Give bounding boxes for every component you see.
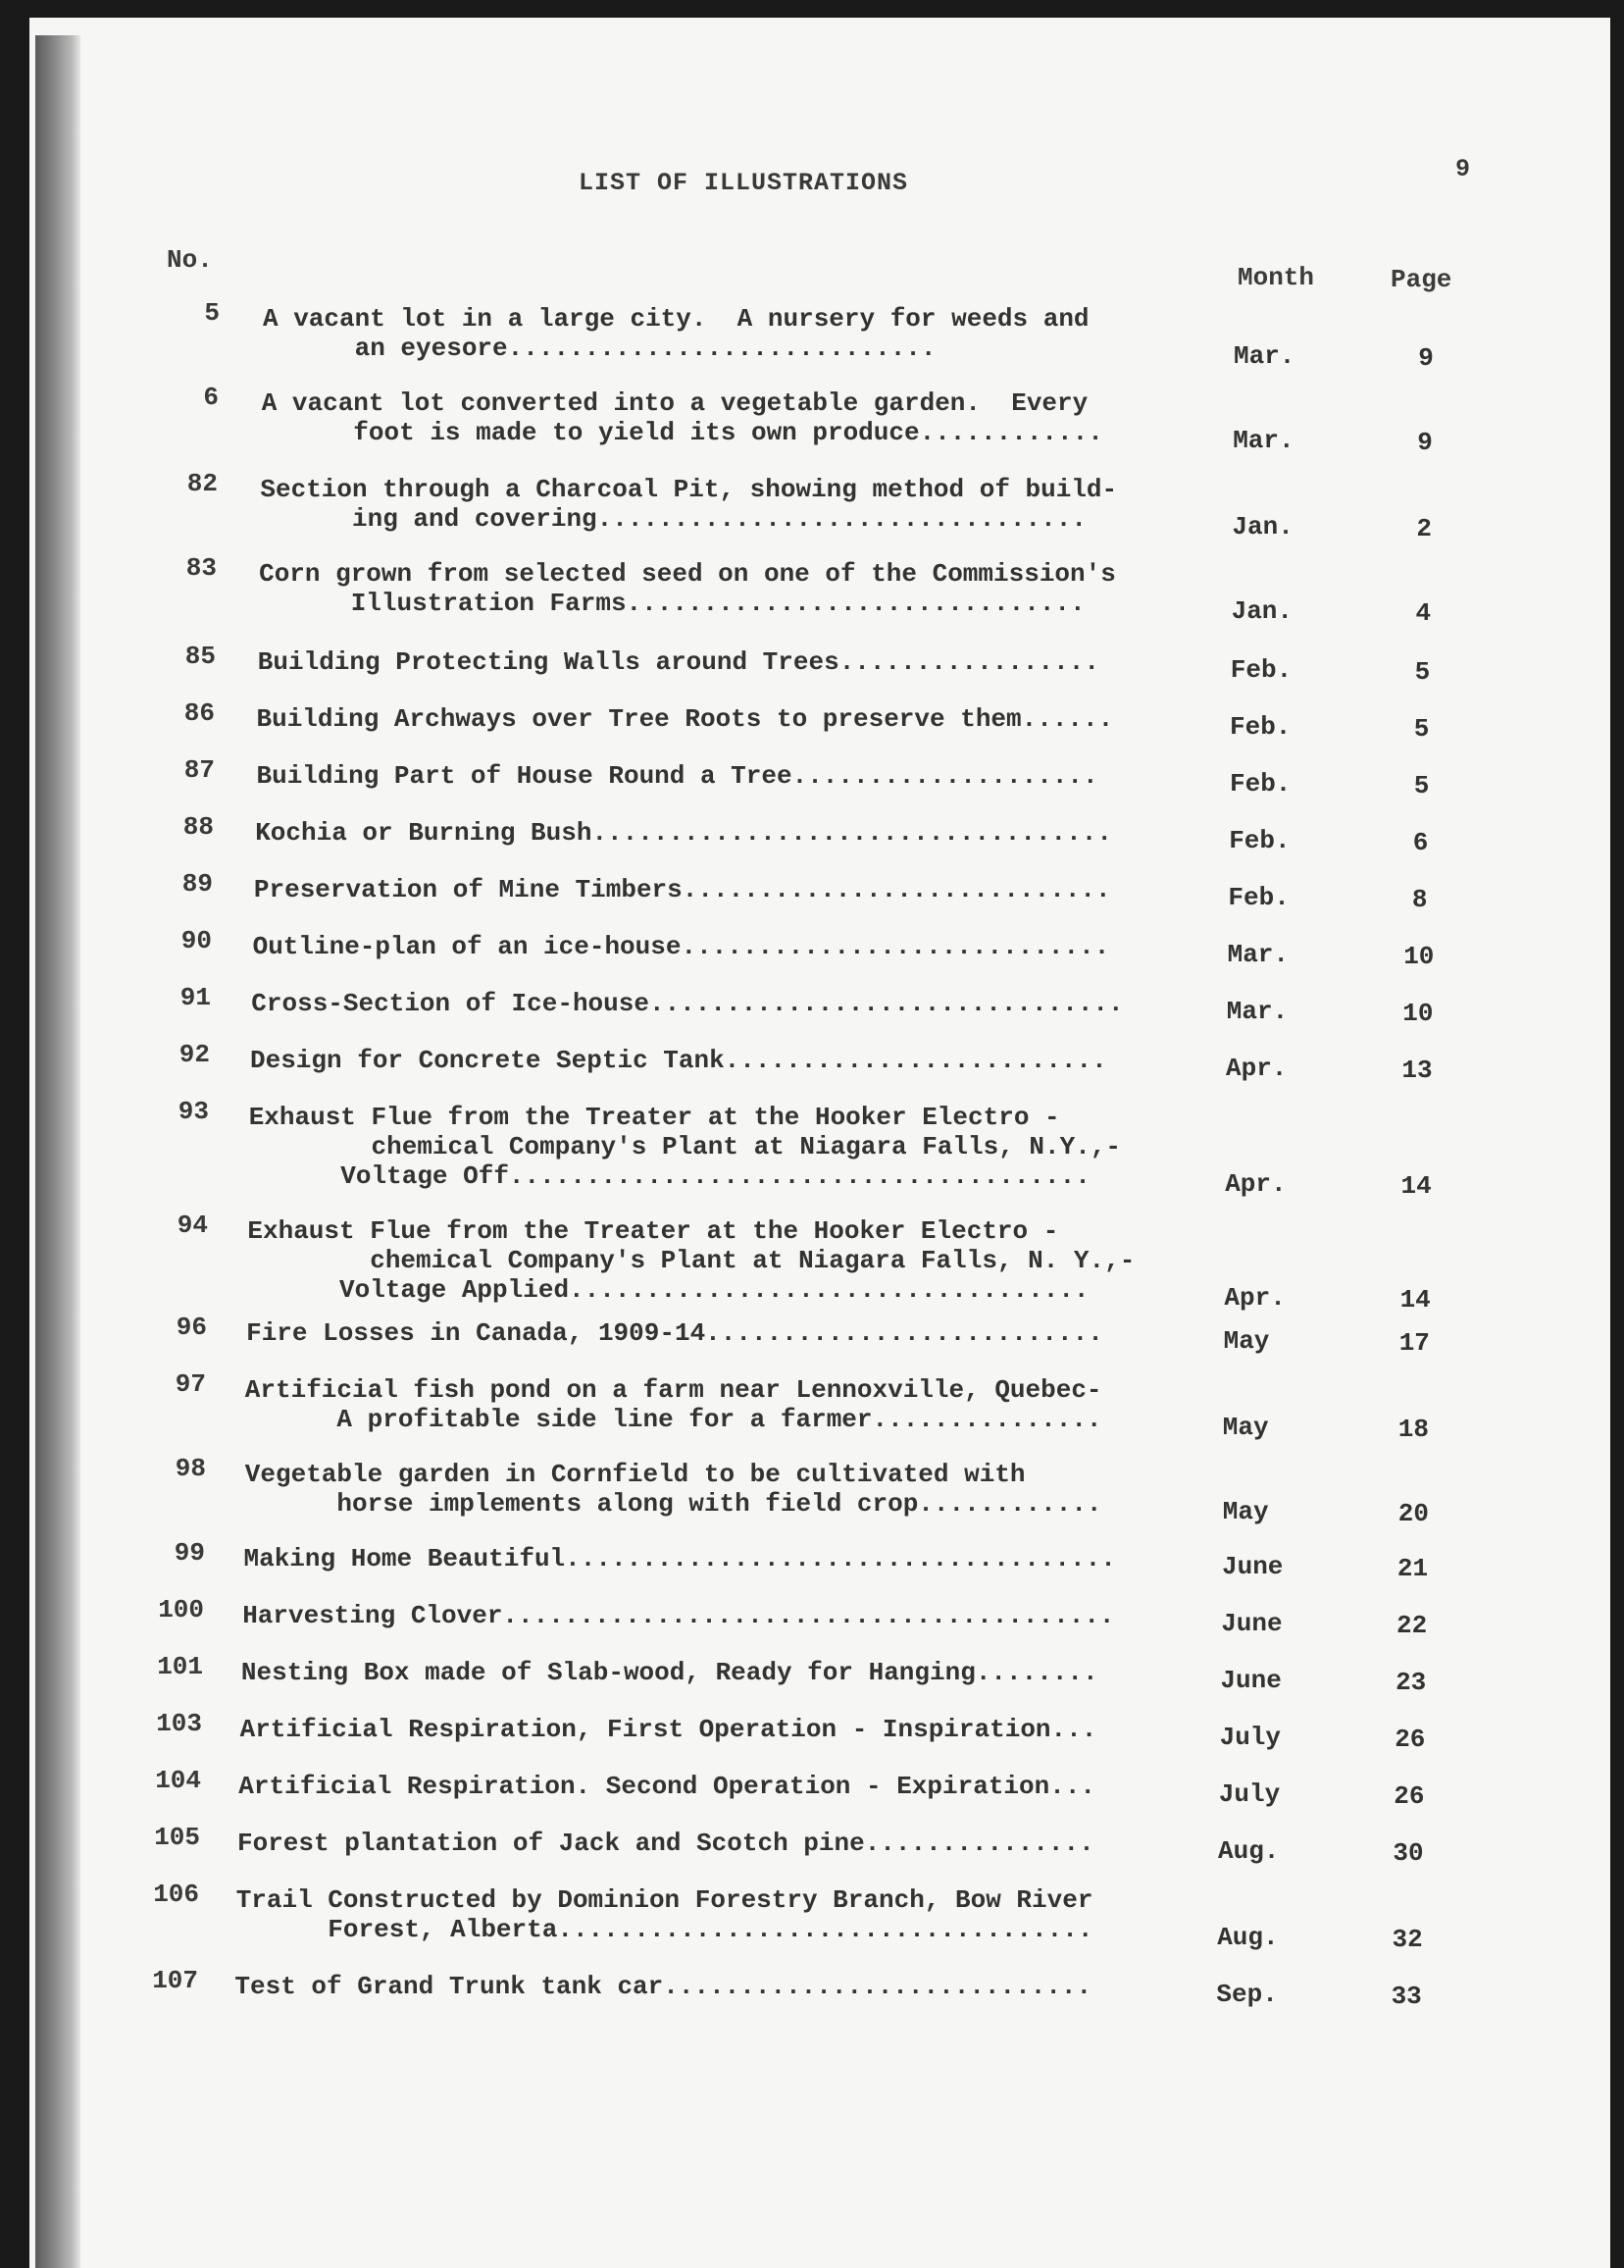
illustration-month: Mar. xyxy=(1226,997,1289,1026)
page-number: 9 xyxy=(1455,155,1471,183)
illustration-number: 92 xyxy=(178,1040,210,1069)
illustration-description xyxy=(241,1658,1183,1687)
description-line: horse implements along with field crop............ xyxy=(244,1489,1102,1519)
illustration-description xyxy=(260,475,1201,534)
description-line: Exhaust Flue from the Treater at the Hooker Electro - xyxy=(248,1103,1060,1132)
illustration-page: 26 xyxy=(1395,1725,1426,1754)
illustration-number: 97 xyxy=(175,1369,206,1399)
illustration-page: 26 xyxy=(1394,1781,1425,1811)
illustration-month: May xyxy=(1223,1326,1270,1356)
illustration-description xyxy=(245,1460,1187,1519)
illustration-month: Apr. xyxy=(1224,1283,1286,1313)
description-line: Building Archways over Tree Roots to preserve them...... xyxy=(256,704,1114,734)
illustration-number: 105 xyxy=(154,1823,200,1852)
illustration-month: Mar. xyxy=(1233,426,1294,455)
description-line: Corn grown from selected seed on one of the Commission's xyxy=(259,559,1116,589)
illustration-month: July xyxy=(1218,1779,1281,1809)
illustration-month: May xyxy=(1222,1497,1269,1526)
illustration-number: 101 xyxy=(157,1652,203,1681)
illustration-description xyxy=(246,1318,1188,1348)
illustration-description xyxy=(234,1972,1176,2001)
illustration-description xyxy=(257,761,1198,791)
illustration-page: 9 xyxy=(1417,428,1433,457)
illustration-month: Aug. xyxy=(1218,1836,1280,1866)
illustration-number: 83 xyxy=(185,553,217,583)
illustration-description xyxy=(257,704,1198,734)
illustration-description xyxy=(244,1544,1186,1573)
description-line: Forest, Alberta................................... xyxy=(235,1915,1093,1944)
illustration-number: 99 xyxy=(174,1538,205,1568)
description-line: chemical Company's Plant at Niagara Falls, N.Y.,- xyxy=(248,1132,1122,1161)
illustration-month: Mar. xyxy=(1227,940,1290,969)
illustration-description xyxy=(262,388,1203,447)
description-line: A profitable side line for a farmer............... xyxy=(244,1405,1102,1434)
description-line: Outline-plan of an ice-house............................ xyxy=(252,932,1110,961)
illustration-page: 20 xyxy=(1397,1499,1429,1528)
illustration-page: 8 xyxy=(1411,885,1428,914)
illustration-number: 86 xyxy=(183,698,215,728)
illustration-page: 17 xyxy=(1398,1328,1430,1358)
illustration-number: 87 xyxy=(183,755,215,785)
description-line: Vegetable garden in Cornfield to be cultivated with xyxy=(244,1460,1026,1489)
description-line: an eyesore............................ xyxy=(263,334,937,363)
illustration-month: May xyxy=(1222,1413,1269,1442)
illustration-page: 9 xyxy=(1418,343,1434,373)
illustration-month: June xyxy=(1220,1666,1282,1695)
illustration-month: July xyxy=(1219,1723,1282,1752)
illustration-page: 10 xyxy=(1402,999,1434,1028)
illustration-description xyxy=(254,875,1195,904)
illustration-month: Jan. xyxy=(1232,512,1294,541)
illustration-number: 6 xyxy=(203,383,219,412)
column-header-month: Month xyxy=(1238,263,1315,292)
illustration-description xyxy=(247,1216,1189,1305)
illustration-month: Aug. xyxy=(1217,1923,1279,1952)
description-line: Artificial Respiration, First Operation - Inspiration... xyxy=(239,1715,1097,1744)
illustration-description xyxy=(250,1046,1192,1075)
illustration-number: 104 xyxy=(155,1766,201,1795)
illustration-page: 2 xyxy=(1416,514,1432,543)
illustration-description xyxy=(238,1772,1180,1801)
illustration-number: 96 xyxy=(176,1313,207,1342)
description-line: Building Part of House Round a Tree.................... xyxy=(256,761,1098,791)
illustration-description xyxy=(258,647,1199,677)
description-line: ing and covering................................ xyxy=(260,504,1087,534)
illustration-number: 107 xyxy=(152,1966,198,1995)
illustration-description xyxy=(236,1885,1178,1944)
description-line: Kochia or Burning Bush.................................. xyxy=(255,818,1112,848)
description-line: Preservation of Mine Timbers............................ xyxy=(253,875,1111,904)
description-line: Illustration Farms.............................. xyxy=(259,589,1086,618)
illustration-page: 33 xyxy=(1391,1982,1422,2011)
illustration-month: Feb. xyxy=(1230,769,1292,799)
description-line: Forest plantation of Jack and Scotch pine............... xyxy=(237,1829,1094,1858)
description-line: Artificial fish pond on a farm near Lennoxville, Quebec- xyxy=(244,1375,1102,1405)
illustration-number: 85 xyxy=(184,642,216,671)
illustration-number: 94 xyxy=(177,1211,208,1240)
illustration-page: 21 xyxy=(1396,1554,1429,1583)
illustration-month: Jan. xyxy=(1231,596,1294,626)
description-line: A vacant lot converted into a vegetable garden. Every xyxy=(261,388,1089,418)
description-line: Building Protecting Walls around Trees................. xyxy=(257,647,1099,677)
illustration-number: 89 xyxy=(181,869,213,899)
illustration-description xyxy=(263,304,1204,363)
illustration-page: 5 xyxy=(1413,771,1430,800)
illustration-number: 88 xyxy=(182,812,214,842)
illustration-page: 10 xyxy=(1403,942,1435,971)
illustration-number: 91 xyxy=(179,983,211,1012)
illustration-month: June xyxy=(1222,1552,1284,1581)
description-line: Trail Constructed by Dominion Forestry Branch, Bow River xyxy=(235,1885,1093,1915)
illustration-month: Feb. xyxy=(1230,655,1293,685)
description-line: Harvesting Clover........................................ xyxy=(242,1601,1115,1630)
illustration-page: 32 xyxy=(1392,1925,1423,1954)
description-line: Section through a Charcoal Pit, showing method of build- xyxy=(260,475,1118,504)
illustration-number: 93 xyxy=(178,1097,209,1126)
description-line: A vacant lot in a large city. A nursery for weeds and xyxy=(263,304,1090,334)
description-line: Fire Losses in Canada, 1909-14.......................... xyxy=(246,1318,1103,1348)
illustration-description xyxy=(240,1715,1182,1744)
illustration-description xyxy=(245,1375,1187,1434)
illustration-page: 13 xyxy=(1401,1056,1433,1085)
description-line: Voltage Off...................................... xyxy=(248,1161,1091,1191)
illustration-month: Apr. xyxy=(1226,1054,1288,1083)
description-line: foot is made to yield its own produce............ xyxy=(261,418,1103,447)
illustration-number: 100 xyxy=(158,1595,204,1624)
illustration-number: 106 xyxy=(153,1880,199,1909)
description-line: Design for Concrete Septic Tank......................... xyxy=(250,1046,1107,1075)
description-line: Nesting Box made of Slab-wood, Ready for Hanging........ xyxy=(240,1658,1098,1687)
illustration-page: 22 xyxy=(1396,1611,1428,1640)
illustration-page: 5 xyxy=(1414,657,1431,687)
illustration-page: 23 xyxy=(1396,1668,1427,1697)
illustration-number: 90 xyxy=(180,926,212,955)
illustration-description xyxy=(253,932,1194,961)
illustration-month: Apr. xyxy=(1225,1169,1287,1199)
illustration-description xyxy=(249,1103,1191,1191)
illustration-number: 82 xyxy=(186,469,218,498)
illustration-page: 4 xyxy=(1415,598,1432,628)
illustration-description xyxy=(255,818,1196,848)
illustration-description xyxy=(242,1601,1184,1630)
illustration-page: 6 xyxy=(1412,828,1429,857)
illustration-number: 98 xyxy=(175,1454,206,1483)
illustration-description xyxy=(259,559,1200,618)
illustration-description xyxy=(237,1829,1179,1858)
column-header-page: Page xyxy=(1391,265,1452,294)
illustration-number: 5 xyxy=(204,298,220,328)
illustration-page: 14 xyxy=(1400,1171,1432,1201)
illustration-month: Feb. xyxy=(1228,883,1290,912)
description-line: Making Home Beautiful.................................... xyxy=(243,1544,1116,1573)
description-line: Cross-Section of Ice-house............................... xyxy=(251,989,1124,1018)
illustration-month: Sep. xyxy=(1216,1980,1278,2009)
column-header-no: No. xyxy=(167,245,213,275)
page-title: LIST OF ILLUSTRATIONS xyxy=(579,169,909,197)
description-line: chemical Company's Plant at Niagara Falls, N. Y.,- xyxy=(247,1246,1136,1275)
description-line: Test of Grand Trunk tank car............................ xyxy=(234,1972,1092,2001)
description-line: Voltage Applied.................................. xyxy=(247,1275,1090,1305)
illustration-month: Mar. xyxy=(1234,341,1295,371)
illustration-page: 30 xyxy=(1393,1838,1424,1868)
illustration-description xyxy=(251,989,1193,1018)
illustration-month: Feb. xyxy=(1230,712,1292,742)
illustration-page: 5 xyxy=(1413,714,1430,744)
description-line: Exhaust Flue from the Treater at the Hooker Electro - xyxy=(247,1216,1059,1246)
illustration-page: 18 xyxy=(1397,1415,1429,1444)
illustration-number: 103 xyxy=(156,1709,202,1738)
illustration-month: June xyxy=(1221,1609,1283,1638)
illustration-page: 14 xyxy=(1399,1285,1431,1314)
description-line: Artificial Respiration. Second Operation - Expiration... xyxy=(238,1772,1096,1801)
illustration-month: Feb. xyxy=(1229,826,1291,855)
